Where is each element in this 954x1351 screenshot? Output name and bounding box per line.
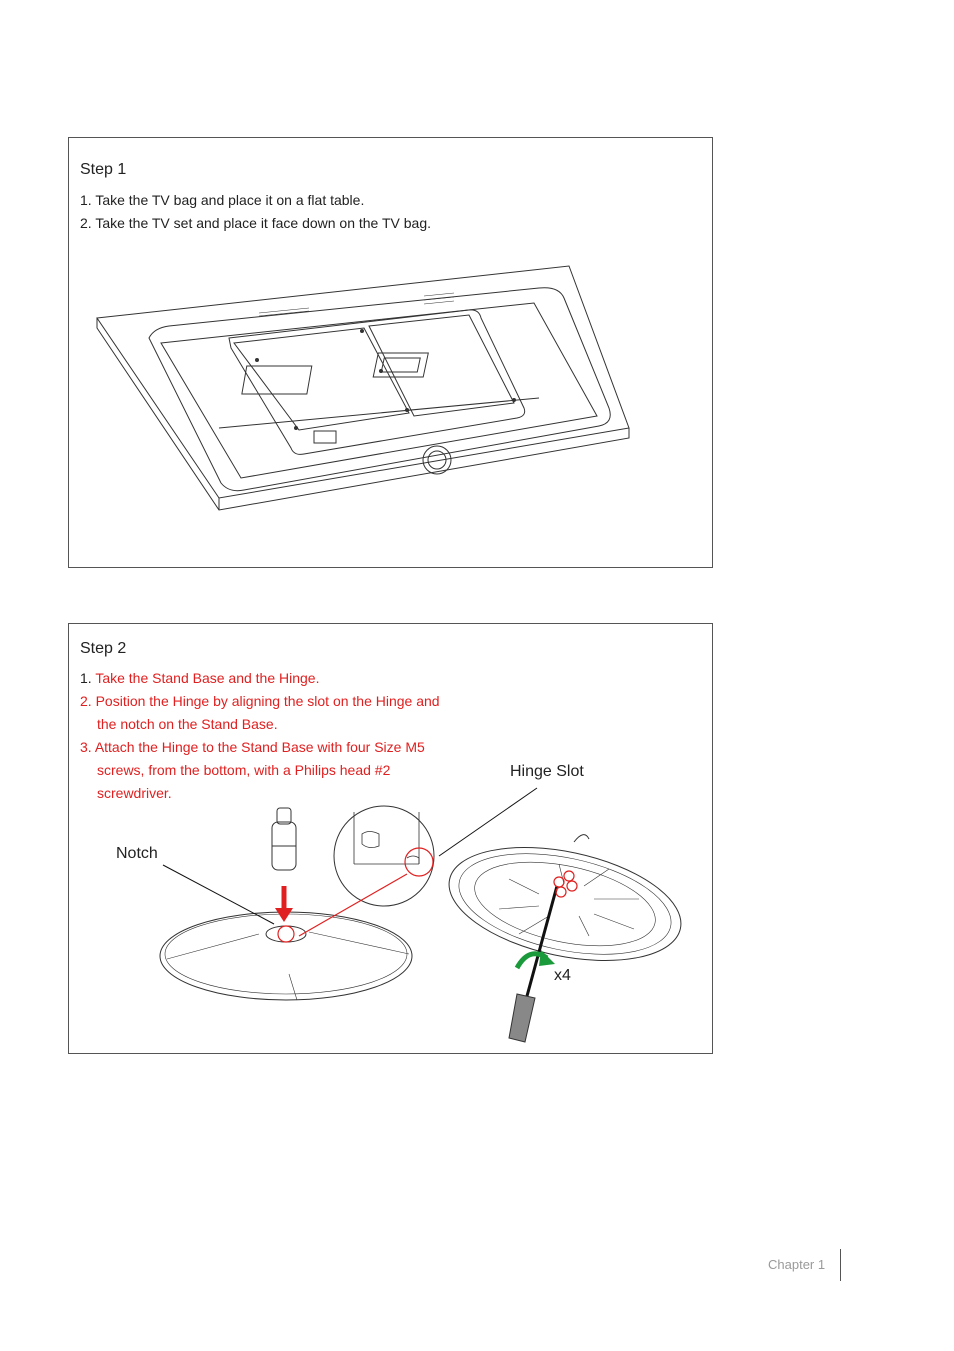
notch-label: Notch [116,845,158,862]
step-2-item-2-text: Position the Hinge by aligning the slot on the Hinge and [95,693,440,709]
step-2-panel [68,623,713,1054]
step-1-item-1: 1. Take the TV bag and place it on a flat table. [80,192,365,208]
down-arrow-icon [275,886,293,922]
stand-base-underside [439,829,691,980]
step-2-item-1-text: Take the Stand Base and the Hinge. [95,670,320,686]
step-2-item-3-cont2: screwdriver. [97,785,172,801]
hinge-slot-label: Hinge Slot [510,763,584,780]
quantity-label: x4 [554,967,571,984]
step-2-item-2-cont: the notch on the Stand Base. [97,716,278,732]
hinge-part [272,808,296,870]
footer-divider [840,1249,841,1281]
step-2-title: Step 2 [80,640,127,657]
stand-base [160,912,412,1000]
step-2-item-2-number: 2. [80,693,92,709]
stand-assembly-illustration [69,624,714,1055]
step-1-item-2: 2. Take the TV set and place it face down on the TV bag. [80,215,432,231]
step-2-item-3-text: Attach the Hinge to the Stand Base with four Size M5 [94,739,425,755]
footer-chapter: Chapter 1 [768,1257,826,1272]
tv-face-down-illustration [69,138,714,569]
step-1-title: Step 1 [80,161,127,178]
step-2-item-1-number: 1. [80,670,92,686]
step-2-item-3-cont: screws, from the bottom, with a Philips head #2 [97,762,391,778]
step-1-panel [68,137,713,568]
step-2-item-3-number: 3. [80,739,92,755]
